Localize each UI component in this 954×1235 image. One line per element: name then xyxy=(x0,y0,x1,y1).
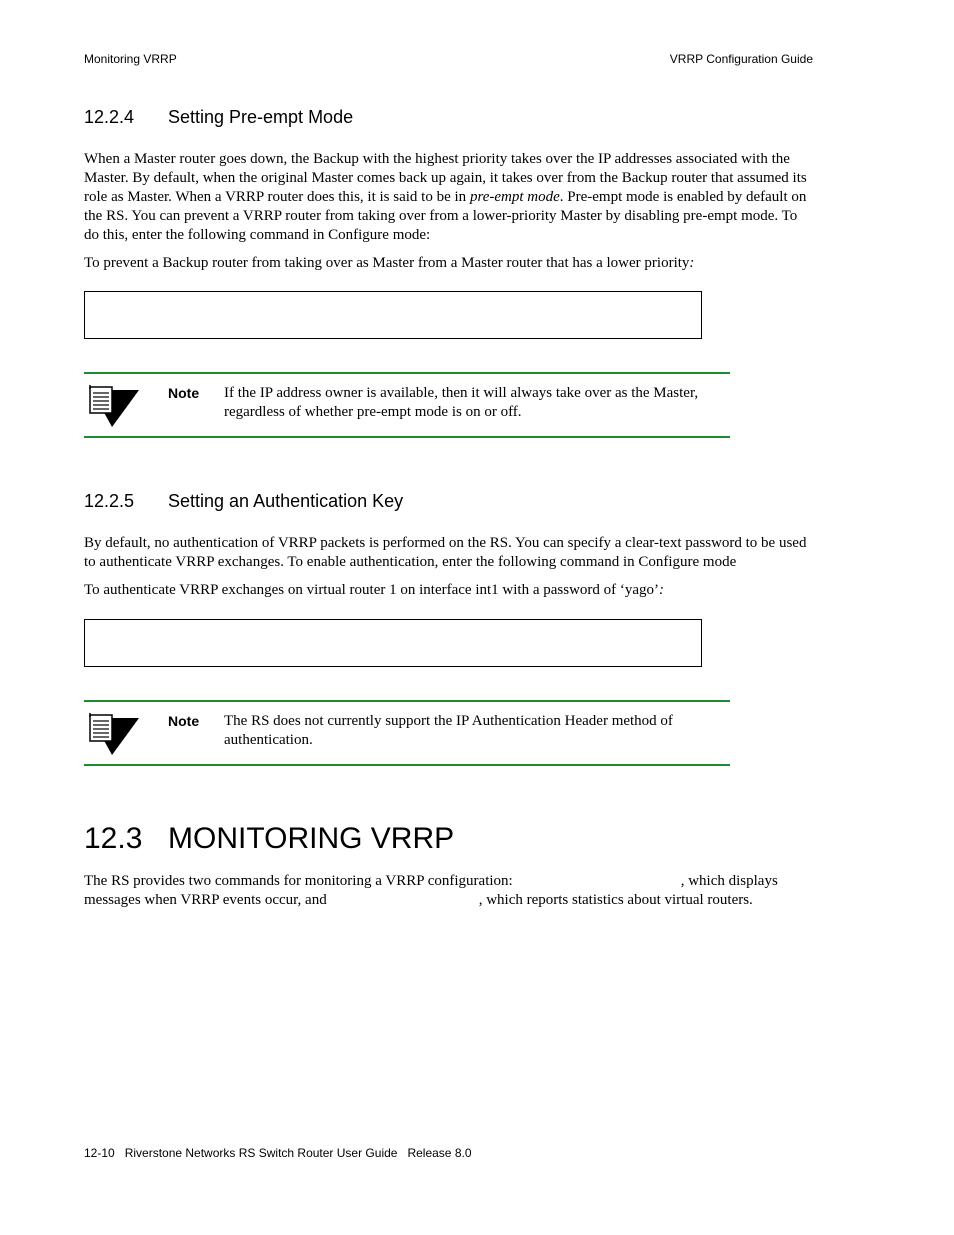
note-label: Note xyxy=(168,385,200,401)
body-text: , which reports statistics about virtual routers. xyxy=(478,892,753,908)
section-number: 12.3 xyxy=(84,822,143,855)
body-text: The RS provides two commands for monitoring a VRRP configuration: xyxy=(84,873,513,889)
note-box xyxy=(84,700,730,766)
body-text: By default, no authentication of VRRP packets is performed on the RS. You can specify a clear-text password to be used to authenticate VRRP exchanges. To enable authentication, enter the following command in Configure mode xyxy=(84,535,807,570)
running-header-right: VRRP Configuration Guide xyxy=(669,52,813,66)
body-text: To prevent a Backup router from taking over as Master from a Master router that has a lower priority xyxy=(84,255,690,271)
body-text: , which displays messages when VRRP events occur, and xyxy=(84,873,778,908)
auth-paragraph xyxy=(84,534,814,572)
page-footer: 12-10 Riverstone Networks RS Switch Router User Guide Release 8.0 xyxy=(84,1146,472,1160)
monitoring-paragraph xyxy=(84,872,814,910)
note-pad-icon xyxy=(86,384,140,428)
body-text: . Pre-empt mode is enabled by default on the RS. You can prevent a VRRP router from taking over from a lower-priority Master by disabling pre-empt mode. To do this, enter the following command in Configure mode: xyxy=(84,189,807,243)
section-number: 12.2.5 xyxy=(84,491,135,511)
preempt-paragraph xyxy=(84,150,814,245)
running-header-left: Monitoring VRRP xyxy=(84,52,177,66)
note-text: If the IP address owner is available, then it will always take over as the Master, regardless of whether pre-empt mode is on or off. xyxy=(224,385,699,420)
section-heading-12-2-5 xyxy=(84,491,403,512)
emphasis-text: pre-empt mode xyxy=(469,189,560,205)
section-title: Setting an Authentication Key xyxy=(168,491,404,511)
command-box xyxy=(84,619,702,667)
chapter-heading-12-3 xyxy=(84,822,454,856)
section-title: MONITORING VRRP xyxy=(168,822,455,855)
auth-instruction xyxy=(84,581,814,600)
note-text: The RS does not currently support the IP Authentication Header method of authentication. xyxy=(224,713,673,748)
note-pad-icon xyxy=(86,712,140,756)
body-text: When a Master router goes down, the Backup with the highest priority takes over the IP addresses associated with the Master. By default, when the original Master comes back up again, it takes over from the Backup router that assumed its role as Master. When a VRRP router does this, it is said to be in xyxy=(84,151,807,205)
colon-text: : xyxy=(689,255,695,271)
colon-text: : xyxy=(659,582,665,598)
command-box xyxy=(84,291,702,339)
note-label: Note xyxy=(168,713,200,729)
preempt-instruction xyxy=(84,254,814,273)
section-title: Setting Pre-empt Mode xyxy=(168,107,354,127)
section-heading-12-2-4 xyxy=(84,107,353,128)
body-text: To authenticate VRRP exchanges on virtual router 1 on interface int1 with a password of ‘yago’ xyxy=(84,582,660,598)
section-number: 12.2.4 xyxy=(84,107,135,127)
note-box xyxy=(84,372,730,438)
